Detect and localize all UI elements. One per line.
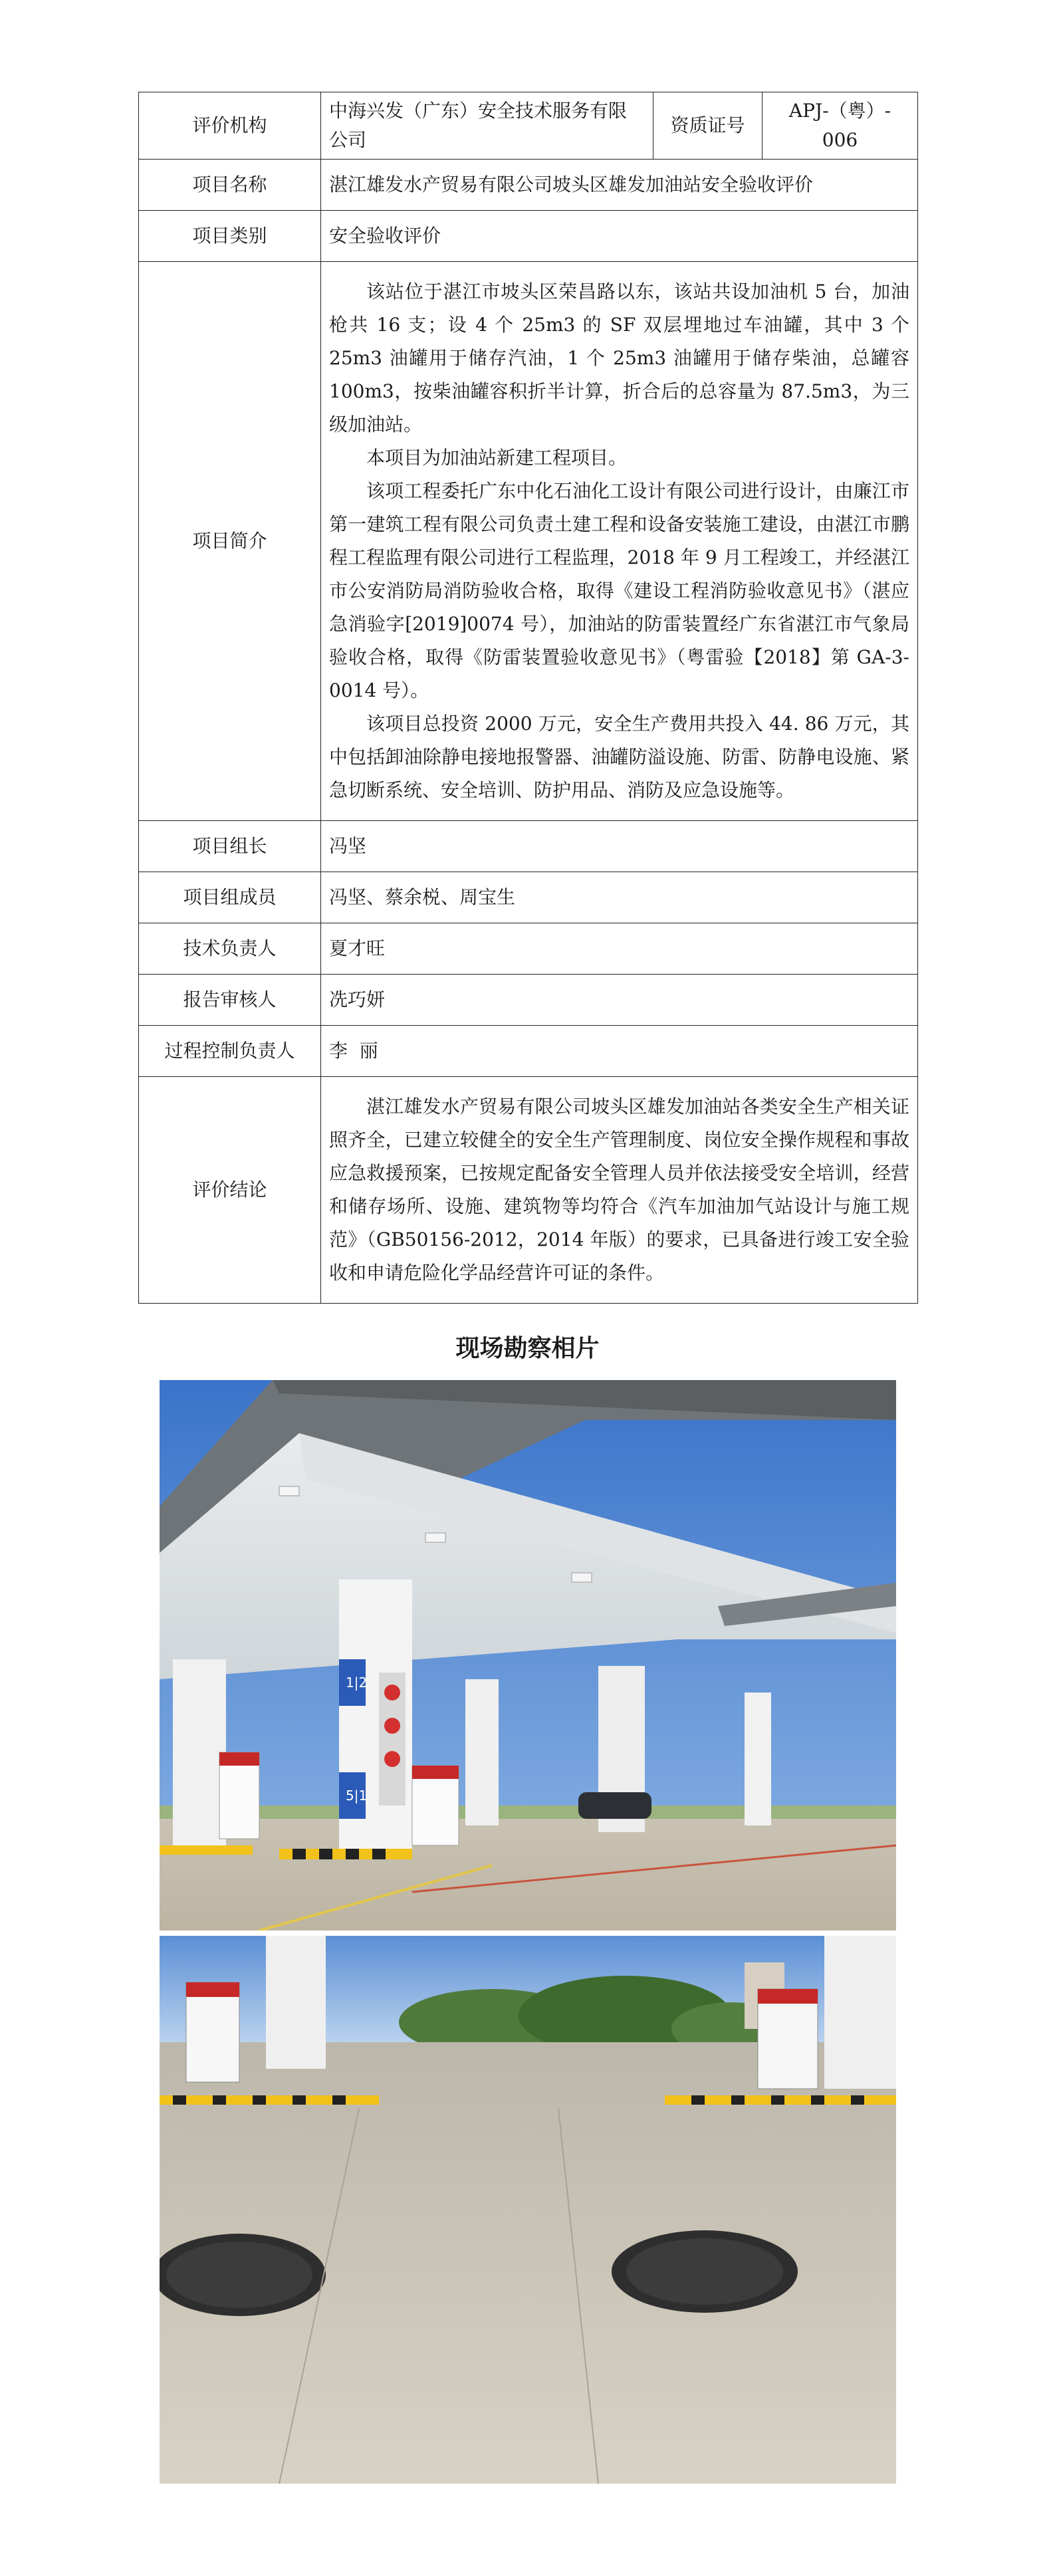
leader-value: 冯坚 bbox=[321, 821, 918, 872]
pillar-sign-2: 5|1 bbox=[346, 1788, 368, 1804]
cert-label: 资质证号 bbox=[653, 92, 762, 160]
project-type-value: 安全验收评价 bbox=[321, 211, 918, 262]
row-tech bbox=[139, 923, 918, 975]
forecourt-photo-illustration bbox=[160, 1936, 896, 2484]
intro-paragraph: 该站位于湛江市坡头区荣昌路以东，该站共设加油机 5 台，加油枪共 16 支；设 4 个 25m3 的 SF 双层埋地过车油罐，其中 3 个 25m3 油罐用于储存汽油，1 个 25m3 油罐用于储存柴油，总罐容 100m3，按柴油罐容积折半计算，折合后的总容量为 87.5m3，为三级加油站。 bbox=[329, 281, 909, 435]
row-org bbox=[139, 92, 918, 160]
process-value: 李 丽 bbox=[321, 1026, 918, 1077]
intro-paragraph: 该项工程委托广东中化石油化工设计有限公司进行设计，由廉江市第一建筑工程有限公司负责土建工程和设备安装施工建设，由湛江市鹏程工程监理有限公司进行工程监理，2018 年 9 月工程竣工，并经湛江市公安消防局消防验收合格，取得《建设工程消防验收意见书》（湛应急消验字[2019]0074 号），加油站的防雷装置经广东省湛江市气象局验收合格，取得《防雷装置验收意见书》（粤雷验【2018】第 GA-3-0014 号）。 bbox=[329, 480, 909, 701]
row-conclusion bbox=[139, 1077, 918, 1304]
cert-value: APJ-（粤）- 006 bbox=[762, 92, 918, 160]
leader-label: 项目组长 bbox=[139, 821, 321, 872]
pillar-sign-1: 1|2 bbox=[346, 1675, 368, 1691]
org-label: 评价机构 bbox=[139, 92, 321, 160]
conclusion-value bbox=[321, 1077, 918, 1304]
row-reviewer bbox=[139, 975, 918, 1026]
members-label: 项目组成员 bbox=[139, 872, 321, 923]
row-intro bbox=[139, 262, 918, 821]
conclusion-label: 评价结论 bbox=[139, 1077, 321, 1304]
project-type-label: 项目类别 bbox=[139, 211, 321, 262]
site-photo-forecourt bbox=[160, 1936, 896, 2484]
members-value: 冯坚、蔡余棁、周宝生 bbox=[321, 872, 918, 923]
photo-section-title: 现场勘察相片 bbox=[455, 1335, 600, 1362]
canopy-photo-illustration bbox=[160, 1380, 896, 1931]
site-photo-canopy bbox=[160, 1380, 896, 1931]
project-name-value: 湛江雄发水产贸易有限公司坡头区雄发加油站安全验收评价 bbox=[321, 160, 918, 211]
reviewer-value: 冼巧妍 bbox=[321, 975, 918, 1026]
tech-value: 夏才旺 bbox=[321, 923, 918, 975]
row-project-type bbox=[139, 211, 918, 262]
reviewer-label: 报告审核人 bbox=[139, 975, 321, 1026]
row-leader bbox=[139, 821, 918, 872]
conclusion-text: 湛江雄发水产贸易有限公司坡头区雄发加油站各类安全生产相关证照齐全，已建立较健全的安全生产管理制度、岗位安全操作规程和事故应急救援预案，已按规定配备安全管理人员并依法接受安全培训，经营和储存场所、设施、建筑物等均符合《汽车加油加气站设计与施工规范》（GB50156-2012，2014 年版）的要求，已具备进行竣工安全验收和申请危险化学品经营许可证的条件。 bbox=[329, 1096, 909, 1284]
row-members bbox=[139, 872, 918, 923]
intro-paragraph: 本项目为加油站新建工程项目。 bbox=[366, 447, 628, 469]
tech-label: 技术负责人 bbox=[139, 923, 321, 975]
intro-value bbox=[321, 262, 918, 821]
evaluation-info-table bbox=[138, 92, 918, 1304]
project-name-label: 项目名称 bbox=[139, 160, 321, 211]
row-process bbox=[139, 1026, 918, 1077]
org-value: 中海兴发（广东）安全技术服务有限公司 bbox=[321, 92, 653, 160]
row-project-name bbox=[139, 160, 918, 211]
intro-label: 项目简介 bbox=[139, 262, 321, 821]
process-label: 过程控制负责人 bbox=[139, 1026, 321, 1077]
intro-paragraph: 该项目总投资 2000 万元，安全生产费用共投入 44. 86 万元，其中包括卸油除静电接地报警器、油罐防溢设施、防雷、防静电设施、紧急切断系统、安全培训、防护用品、消防及应急设施等。 bbox=[329, 713, 909, 801]
